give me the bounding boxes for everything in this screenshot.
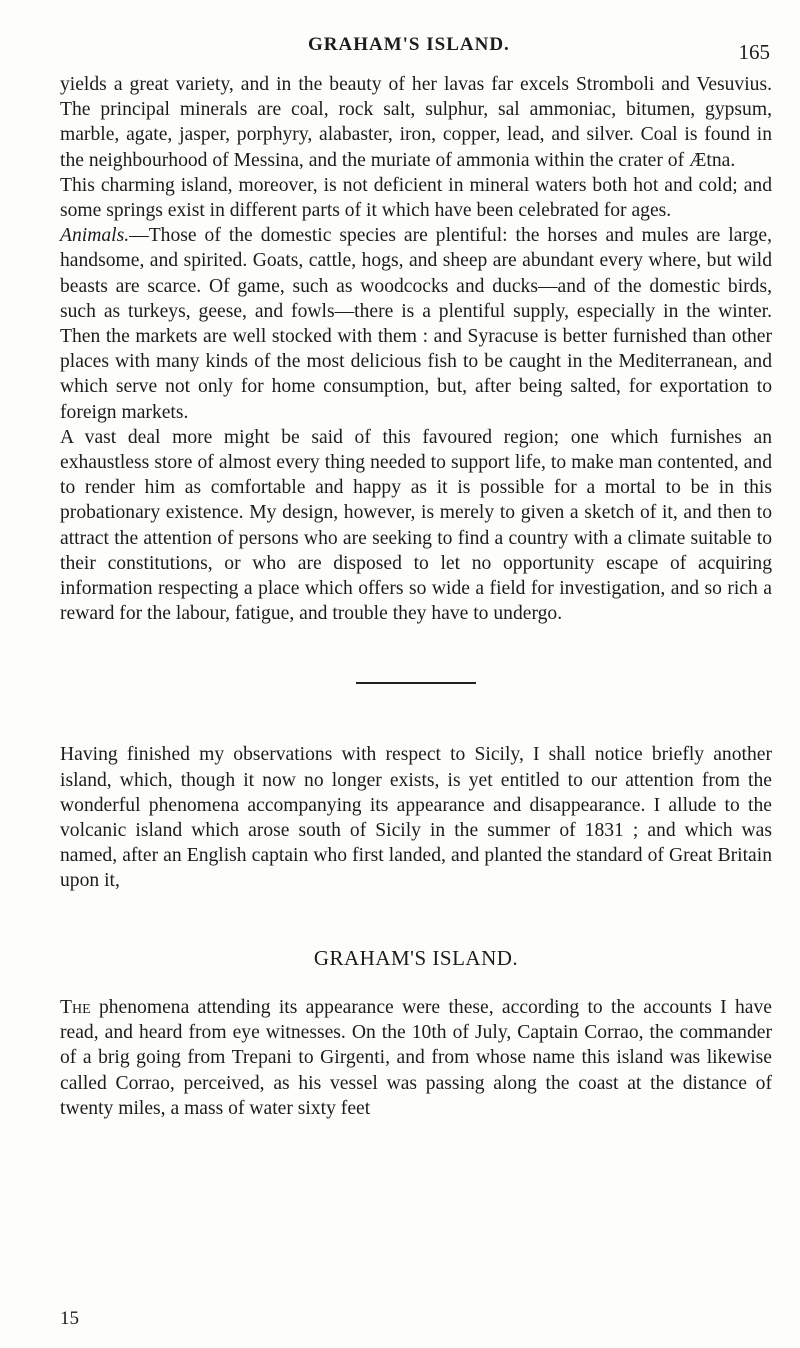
paragraph-animals [60, 223, 772, 425]
paragraph-mineral-waters: This charming island, moreover, is not deficient in mineral waters both hot and cold; and some springs exist in different parts of it which have been celebrated for ages. [60, 174, 772, 222]
paragraph-minerals: yields a great variety, and in the beauty of her lavas far excels Stromboli and Vesuvius. The principal minerals are coal, rock salt, sulphur, sal ammoniac, bitumen, gypsum, marble, agate, jasper, porphyry, alabaster, iron, copper, lead, and silver. Coal is found in the neighbourhood of Messina, and the muriate of ammonia within the crater of Ætna. [60, 74, 772, 171]
running-head [60, 34, 770, 64]
running-title: GRAHAM'S ISLAND. [308, 34, 510, 55]
paragraph-transition: Having finished my observations with respect to Sicily, I shall notice briefly another island, which, though it now no longer exists, is yet entitled to our attention from the wonderful phenomena accompanying its appearance and disappearance. I allude to the volcanic island which arose south of Sicily in the summer of 1831 ; and which was named, after an English captain who first landed, and planted the standard of Great Britain upon it, [60, 744, 772, 892]
phenomena-text: phenomena attending its appearance were these, according to the accounts I have read, and heard from eye witnesses. On the 10th of July, Captain Corrao, the commander of a brig going from Trepani to Girgenti, and from whose name this island was likewise called Corrao, perceived, as his vessel was passing along the coast at the distance of twenty miles, a mass of water sixty feet [60, 996, 772, 1119]
body-text [60, 72, 772, 1121]
signature-mark: 15 [60, 1308, 79, 1329]
paragraph-phenomena [60, 995, 772, 1121]
phenomena-lead: The [60, 996, 91, 1018]
page-number: 165 [738, 40, 770, 64]
paragraph-favoured-region: A vast deal more might be said of this favoured region; one which furnishes an exhaustless store of almost every thing needed to support life, to make man contented, and to render him as comfortable and happy as it is possible for a mortal to be in this probationary existence. My design, however, is merely to given a sketch of it, and then to attract the attention of persons who are seeking to find a country with a climate suitable to their constitutions, or who are disposed to let no opportunity escape of acquiring information respecting a place which offers so wide a field for investigation, and so rich a reward for the labour, fatigue, and trouble they have to undergo. [60, 426, 772, 625]
animals-lead: Animals. [60, 225, 130, 247]
section-divider [356, 682, 476, 684]
section-heading: GRAHAM'S ISLAND. [313, 945, 519, 970]
animals-text: —Those of the domestic species are plentiful: the horses and mules are large, handsome, and spirited. Goats, cattle, hogs, and sheep are abundant every where, but wild beasts are scarce. Of game, such as woodcocks and ducks—and of the domestic birds, such as turkeys, geese, and fowls—there is a plentiful supply, especially in the winter. Then the markets are well stocked with them : and Syracuse is better furnished than other places with many kinds of the most delicious fish to be caught in the Mediterranean, and which serve not only for home consumption, but, after being salted, for exportation to foreign markets. [60, 225, 772, 423]
